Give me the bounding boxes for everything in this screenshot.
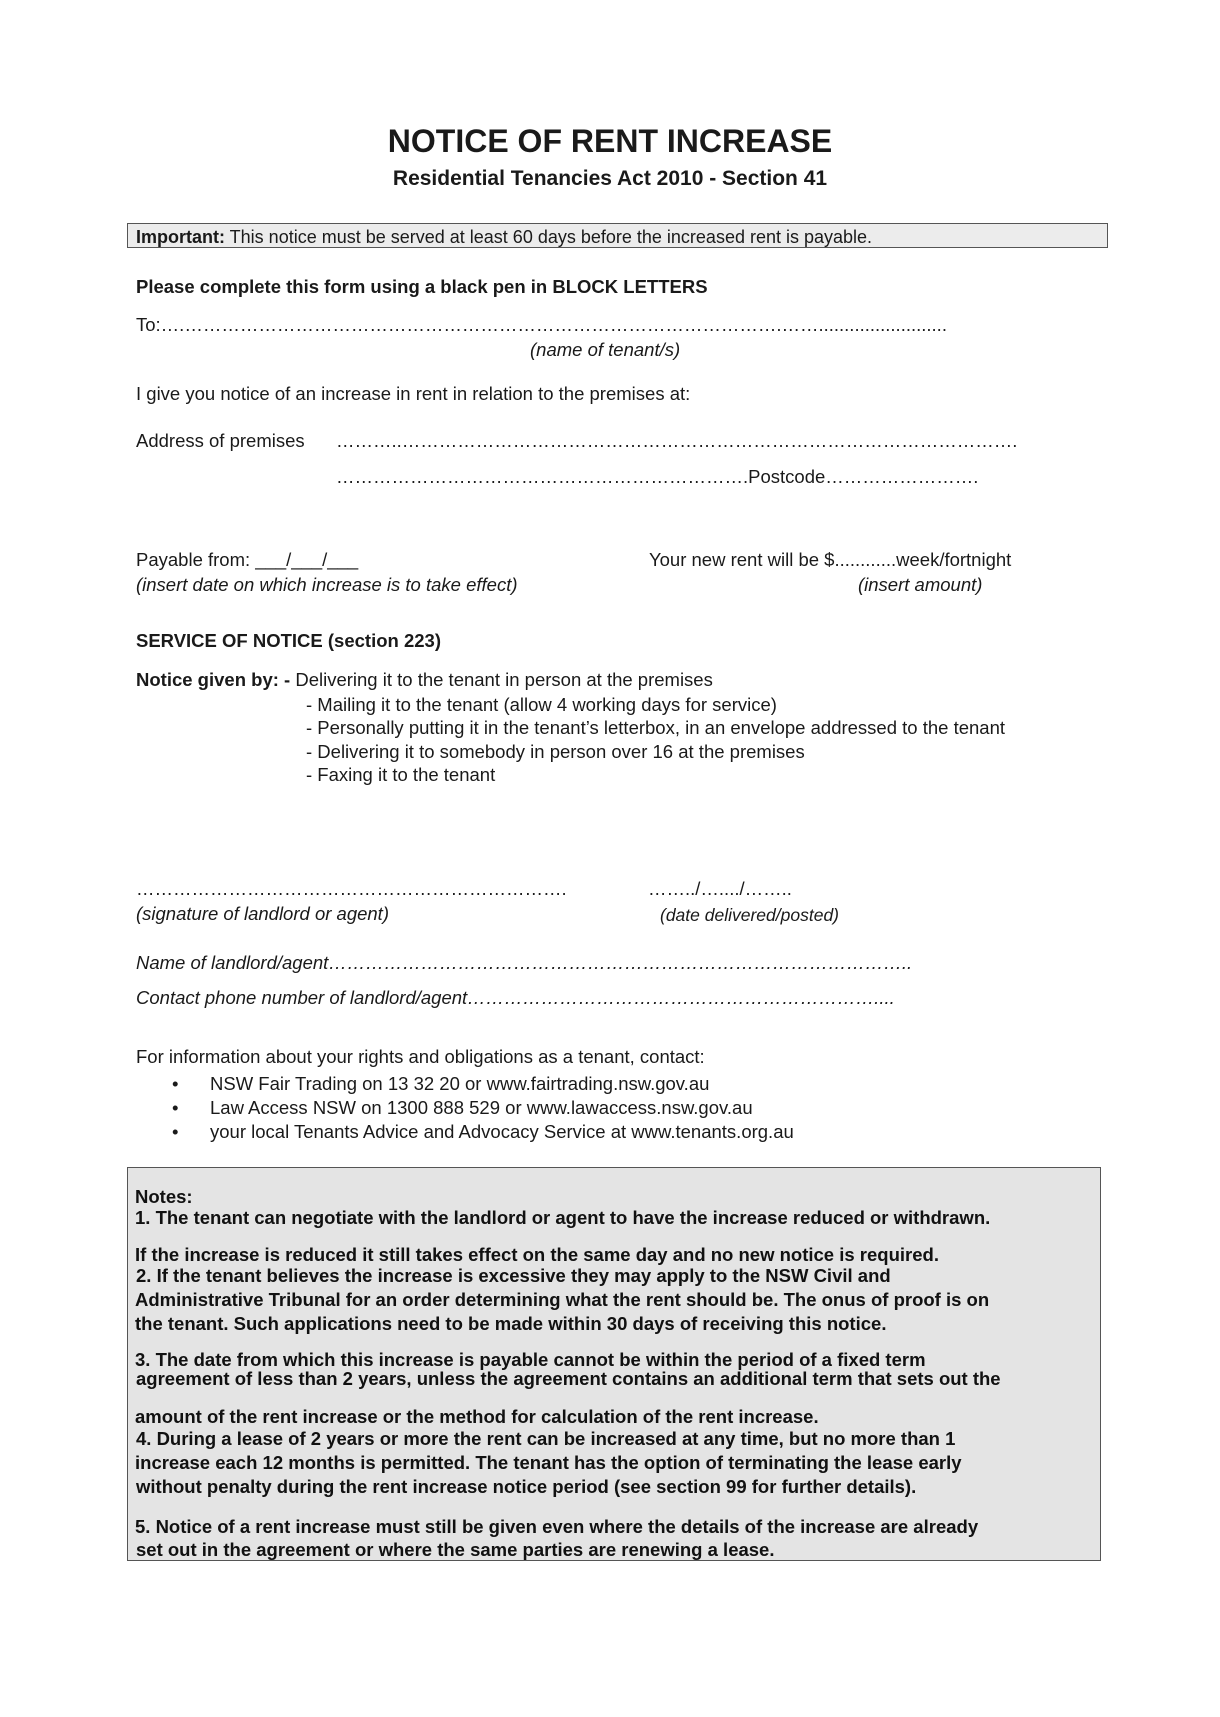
notice-method: - Mailing it to the tenant (allow 4 working days for service) [306,694,777,715]
page-subtitle: Residential Tenancies Act 2010 - Section 41 [392,167,828,190]
info-contact: NSW Fair Trading on 13 32 20 or www.fairtrading.nsw.gov.au [210,1073,710,1094]
signature-field[interactable]: ……………………………………………………………. [136,878,567,899]
note-line: without penalty during the rent increase notice period (see section 99 for further details). [136,1476,917,1497]
payable-from-caption: (insert date on which increase is to take effect) [136,574,518,595]
notes-box [127,1167,1101,1561]
instructions: Please complete this form using a black pen in BLOCK LETTERS [136,276,708,297]
address-label: Address of premises [136,430,305,451]
new-rent-field[interactable]: Your new rent will be $............week/fortnight [649,549,1012,570]
tenant-name-field[interactable]: To:….…………………………………………………………………………………….……......................... [136,314,947,335]
bullet-icon: • [172,1121,179,1142]
info-bullet-item [172,1097,753,1119]
note-line: set out in the agreement or where the same parties are renewing a lease. [136,1539,775,1560]
info-bullet-item [172,1073,709,1095]
note-line: agreement of less than 2 years, unless the agreement contains an additional term that sets out the [136,1368,1001,1389]
notes-heading: Notes: [135,1186,193,1207]
notice-method: - Delivering it to somebody in person over 16 at the premises [306,741,805,762]
info-bullet-item [172,1121,794,1143]
bullet-icon: • [172,1097,179,1118]
important-label: Important: [136,227,225,247]
note-line: 4. During a lease of 2 years or more the rent can be increased at any time, but no more than 1 [136,1428,956,1449]
notice-given-label: Notice given by: - [136,669,291,690]
important-text: This notice must be served at least 60 days before the increased rent is payable. [225,227,873,247]
important-banner [127,223,1108,248]
signature-caption: (signature of landlord or agent) [136,903,389,924]
note-line: 5. Notice of a rent increase must still be given even where the details of the increase are already [135,1516,979,1537]
new-rent-caption: (insert amount) [858,574,983,595]
bullet-icon: • [172,1073,179,1094]
landlord-name-field[interactable]: Name of landlord/agent………………………………………………………………………………….. [136,952,913,973]
note-line: 2. If the tenant believes the increase is excessive they may apply to the NSW Civil and [136,1265,891,1286]
notice-method: - Faxing it to the tenant [306,764,496,785]
date-delivered-caption: (date delivered/posted) [660,905,839,925]
note-line: 1. The tenant can negotiate with the landlord or agent to have the increase reduced or withdrawn. [135,1207,991,1228]
info-contact: your local Tenants Advice and Advocacy Service at www.tenants.org.au [210,1121,794,1142]
give-notice-text: I give you notice of an increase in rent in relation to the premises at: [136,383,691,404]
note-line: increase each 12 months is permitted. The tenant has the option of terminating the lease early [135,1452,962,1473]
note-line: If the increase is reduced it still takes effect on the same day and no new notice is required. [135,1244,939,1265]
notice-method: Delivering it to the tenant in person at the premises [290,669,713,690]
info-intro: For information about your rights and obligations as a tenant, contact: [136,1046,705,1067]
payable-from-field[interactable]: Payable from: ___/___/___ [136,549,359,570]
note-line: the tenant. Such applications need to be made within 30 days of receiving this notice. [135,1313,887,1334]
info-contact: Law Access NSW on 1300 888 529 or www.lawaccess.nsw.gov.au [210,1097,753,1118]
date-delivered-field[interactable]: ……../…..../…….. [648,878,792,899]
address-field-line1[interactable]: ………..………………………………………………………………………………………. [336,430,1018,451]
service-heading: SERVICE OF NOTICE (section 223) [136,630,441,651]
page-title: NOTICE OF RENT INCREASE [387,123,833,159]
address-field-line2[interactable]: ………………………………………………………….Postcode……………………. [336,466,979,487]
notice-method: - Personally putting it in the tenant’s letterbox, in an envelope addressed to the tenant [306,717,1006,738]
tenant-name-caption: (name of tenant/s) [530,339,681,360]
note-line: Administrative Tribunal for an order determining what the rent should be. The onus of proof is on [135,1289,990,1310]
note-line: 3. The date from which this increase is payable cannot be within the period of a fixed term [135,1349,926,1370]
notice-method-list [136,669,713,691]
note-line: amount of the rent increase or the method for calculation of the rent increase. [135,1406,819,1427]
landlord-phone-field[interactable]: Contact phone number of landlord/agent………………………………………………………….... [136,987,895,1008]
